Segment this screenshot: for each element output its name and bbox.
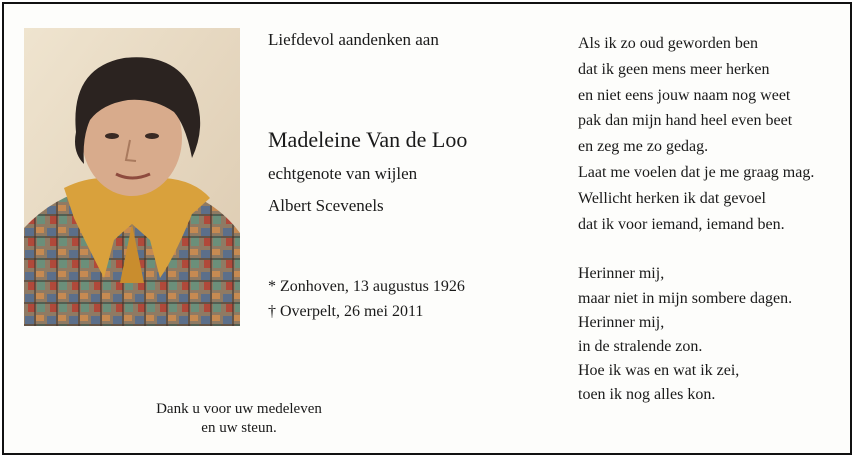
spouse-line-1: echtgenote van wijlen: [268, 164, 418, 183]
poem-line: dat ik geen mens meer herken: [578, 60, 770, 78]
poem-line: maar niet in mijn sombere dagen.: [578, 289, 793, 307]
poem-line: Laat me voelen dat je me graag mag.: [578, 163, 815, 181]
birth-date: * Zonhoven, 13 augustus 1926: [268, 278, 465, 295]
poem-line: Hoe ik was en wat ik zei,: [578, 362, 740, 380]
portrait-photo: [24, 28, 240, 326]
poem-stanza-2: [578, 262, 814, 407]
poem-line: toen ik nog alles kon.: [578, 386, 716, 404]
death-date: † Overpelt, 26 mei 2011: [268, 303, 424, 320]
poem: [578, 31, 814, 408]
poem-line: in de stralende zon.: [578, 337, 703, 355]
poem-line: dat ik voor iemand, iemand ben.: [578, 215, 785, 233]
spouse-name: Albert Scevenels: [268, 196, 384, 215]
poem-line: Herinner mij,: [578, 313, 665, 331]
poem-line: Herinner mij,: [578, 265, 665, 283]
deceased-name: Madeleine Van de Loo: [268, 127, 468, 152]
poem-line: en niet eens jouw naam nog weet: [578, 86, 791, 104]
thanks-line: en uw steun.: [201, 420, 277, 436]
poem-stanza-1: [578, 31, 814, 237]
poem-line: Wellicht herken ik dat gevoel: [578, 189, 766, 207]
thanks-line: Dank u voor uw medeleven: [156, 401, 322, 417]
memorial-card: [2, 2, 852, 455]
thanks-text: [124, 400, 354, 438]
intro-text: Liefdevol aandenken aan: [268, 30, 439, 49]
poem-line: en zeg me zo gedag.: [578, 138, 709, 156]
poem-line: Als ik zo oud geworden ben: [578, 35, 758, 52]
poem-line: pak dan mijn hand heel even beet: [578, 112, 793, 130]
